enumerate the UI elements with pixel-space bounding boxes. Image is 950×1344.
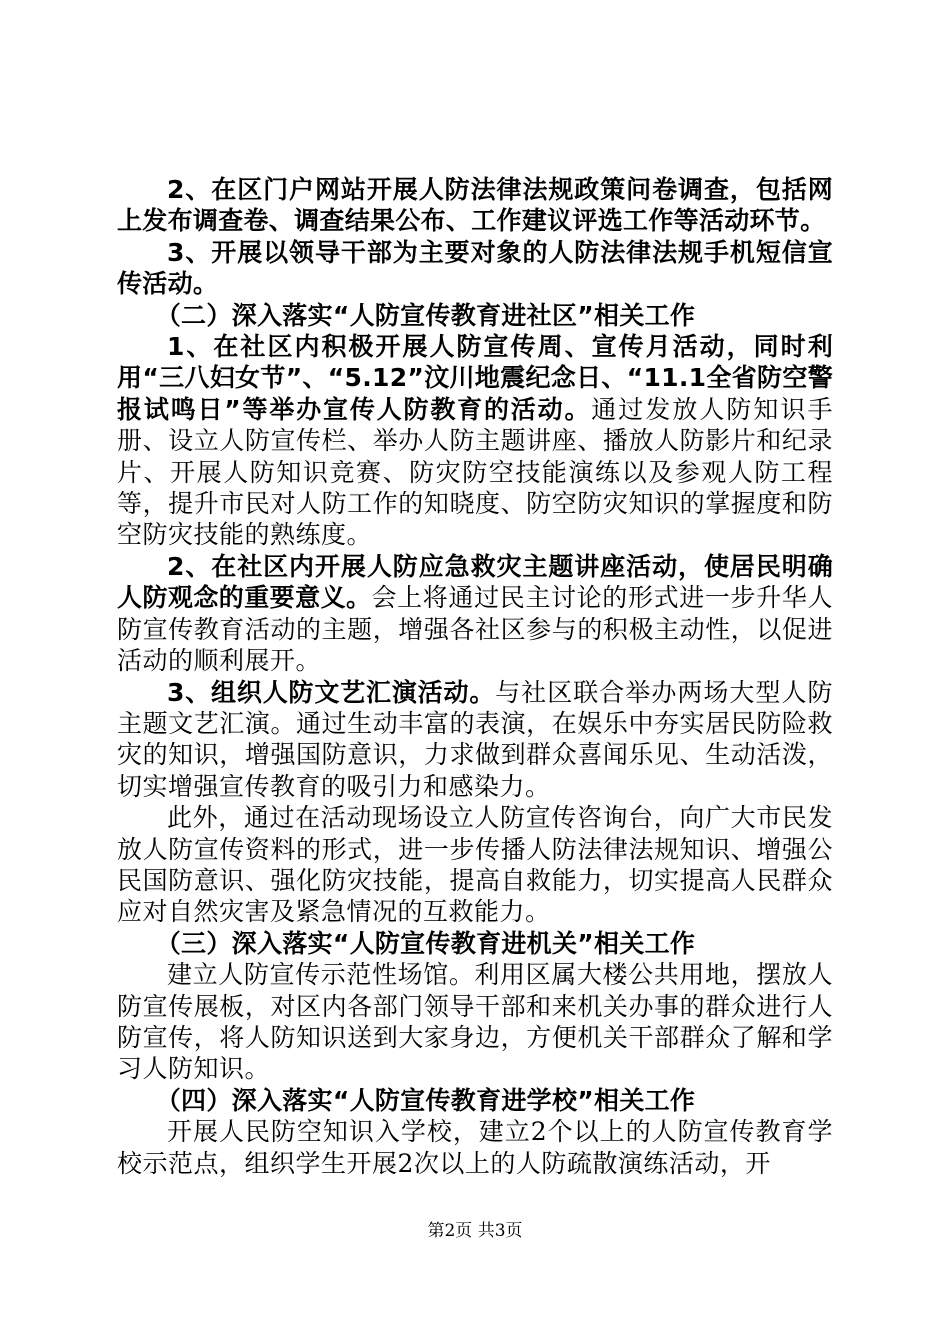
normal-text: 通过发放人防知识手册、设立人防宣传栏、举办人防主题讲座、播放人防影片和纪录片、开展人防知识竞赛、防灾防空技能演练以及参观人防工程等，提升市民对人防工作的知晓度、防空防灾知识的掌握度和防空防灾技能的熟练度。 [117,394,833,550]
bold-text: 2、在区门户网站开展人防法律法规政策问卷调查，包括网上发布调查卷、调查结果公布、工作建议评选工作等活动环节。 [117,175,833,236]
normal-text: 此外，通过在活动现场设立人防宣传咨询台，向广大市民发放人防宣传资料的形式，进一步传播人防法律法规知识、增强公民国防意识、强化防灾技能，提高自救能力，切实提高人民群众应对自然灾害及紧急情况的互救能力。 [117,803,833,927]
section-heading [117,300,833,331]
normal-text: 建立人防宣传示范性场馆。利用区属大楼公共用地，摆放人防宣传展板，对区内各部门领导干部和来机关办事的群众进行人防宣传，将人防知识送到大家身边，方便机关干部群众了解和学习人防知识。 [117,960,833,1084]
page-footer: 第2页 共3页 [427,1221,523,1241]
bold-text: 3、开展以领导干部为主要对象的人防法律法规手机短信宣传活动。 [117,237,833,299]
bold-text: 2、在社区内开展人防应急救灾主题讲座活动，使居民明确人防观念的重要意义。 [117,551,833,613]
section-heading [117,1085,833,1116]
paragraph [117,331,833,551]
bold-text: 3、组织人防文艺汇演活动。 [167,677,496,707]
bold-text: 1、在社区内积极开展人防宣传周、宣传月活动，同时利用“三八妇女节”、“5.12”汶川地震纪念日、“11.1全省防空警报试鸣日”等举办宣传人防教育的活动。 [117,332,833,424]
paragraph [117,174,833,237]
paragraph [117,677,833,803]
paragraph [117,959,833,1085]
bold-text: （二）深入落实“人防宣传教育进社区”相关工作 [155,300,696,330]
paragraph [117,802,833,928]
normal-text: 与社区联合举办两场大型人防主题文艺汇演。通过生动丰富的表演，在娱乐中夯实居民防险救灾的知识，增强国防意识，力求做到群众喜闻乐见、生动活泼，切实增强宣传教育的吸引力和感染力。 [117,677,833,801]
paragraph [117,551,833,677]
bold-text: （三）深入落实“人防宣传教育进机关”相关工作 [155,928,696,958]
normal-text: 开展人民防空知识入学校，建立2个以上的人防宣传教育学校示范点，组织学生开展2次以上的人防疏散演练活动，开 [117,1117,833,1178]
section-heading [117,928,833,959]
bold-text: （四）深入落实“人防宣传教育进学校”相关工作 [155,1085,696,1115]
normal-text: 会上将通过民主讨论的形式进一步升华人防宣传教育活动的主题，增强各社区参与的积极主动性，以促进活动的顺利展开。 [117,583,833,676]
paragraph [117,237,833,300]
document-body [117,174,833,1179]
paragraph [117,1116,833,1179]
